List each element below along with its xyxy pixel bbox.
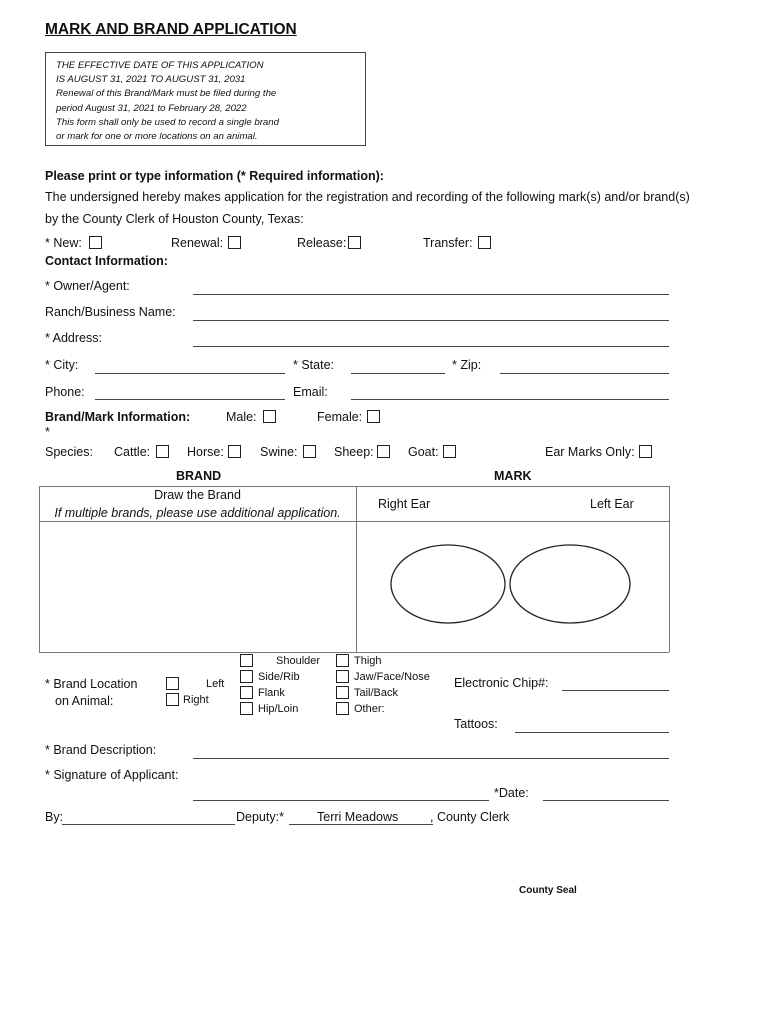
right-label: Right (183, 694, 209, 706)
left-label: Left (206, 678, 225, 690)
state-label: * State: (293, 358, 334, 372)
county-seal-label: County Seal (519, 885, 577, 896)
cattle-checkbox[interactable] (156, 445, 169, 458)
address-label: * Address: (45, 331, 102, 345)
new-checkbox[interactable] (89, 236, 102, 249)
jaw-face-nose-checkbox[interactable] (336, 670, 349, 683)
goat-label: Goat: (408, 445, 439, 459)
notice-line: Renewal of this Brand/Mark must be filed during the (56, 88, 277, 100)
city-label: * City: (45, 358, 79, 372)
county-clerk-label: , County Clerk (430, 810, 510, 824)
tattoos-field[interactable] (515, 732, 669, 733)
female-label: Female: (317, 410, 363, 424)
right-checkbox[interactable] (166, 693, 179, 706)
hip-loin-checkbox[interactable] (240, 702, 253, 715)
male-checkbox[interactable] (263, 410, 276, 423)
brand-header: BRAND (176, 469, 222, 483)
notice-line: period August 31, 2021 to February 28, 2022 (56, 102, 247, 114)
ear-diagram[interactable] (390, 540, 640, 630)
ear-marks-only-checkbox[interactable] (639, 445, 652, 458)
state-field[interactable] (351, 373, 445, 374)
electronic-chip-label: Electronic Chip#: (454, 676, 549, 690)
date-label: *Date: (494, 786, 529, 800)
left-ear-label: Left Ear (590, 497, 634, 511)
notice-line: or mark for one or more locations on an animal. (56, 131, 258, 143)
cattle-label: Cattle: (114, 445, 151, 459)
owner-label: * Owner/Agent: (45, 279, 130, 293)
form-title: MARK AND BRAND APPLICATION (45, 21, 297, 38)
sheep-label: Sheep: (334, 445, 374, 459)
instructions-text: by the County Clerk of Houston County, Texas: (45, 212, 304, 226)
other-label: Other: (354, 703, 385, 715)
ranch-label: Ranch/Business Name: (45, 305, 176, 319)
signature-field[interactable] (193, 800, 489, 801)
brand-description-field[interactable] (193, 758, 669, 759)
notice-line: IS AUGUST 31, 2021 TO AUGUST 31, 2031 (56, 74, 246, 86)
ranch-field[interactable] (193, 320, 669, 321)
instructions-heading: Please print or type information (* Required information): (45, 169, 384, 183)
shoulder-checkbox[interactable] (240, 654, 253, 667)
swine-checkbox[interactable] (303, 445, 316, 458)
sheep-checkbox[interactable] (377, 445, 390, 458)
swine-label: Swine: (260, 445, 298, 459)
table-center-divider (356, 486, 357, 652)
by-field[interactable] (62, 824, 235, 825)
effective-date-notice (45, 52, 366, 146)
brand-info-heading: Brand/Mark Information: (45, 410, 191, 424)
renewal-checkbox[interactable] (228, 236, 241, 249)
hip-loin-label: Hip/Loin (258, 703, 299, 715)
horse-label: Horse: (187, 445, 224, 459)
brand-drawing-area[interactable] (40, 522, 355, 651)
clerk-name: Terri Meadows (317, 810, 399, 824)
by-label: By: (45, 810, 64, 824)
right-ear-label: Right Ear (378, 497, 431, 511)
notice-line: THE EFFECTIVE DATE OF THIS APPLICATION (56, 60, 264, 71)
zip-field[interactable] (500, 373, 669, 374)
date-field[interactable] (543, 800, 669, 801)
flank-label: Flank (258, 687, 285, 699)
signature-label: * Signature of Applicant: (45, 768, 179, 782)
brand-location-label: on Animal: (55, 694, 114, 708)
email-field[interactable] (351, 399, 669, 400)
contact-heading: Contact Information: (45, 254, 168, 268)
transfer-label: Transfer: (423, 236, 473, 250)
flank-checkbox[interactable] (240, 686, 253, 699)
left-ear-ellipse (510, 545, 630, 623)
phone-field[interactable] (95, 399, 285, 400)
side-rib-checkbox[interactable] (240, 670, 253, 683)
left-checkbox[interactable] (166, 677, 179, 690)
brand-location-label: * Brand Location (45, 677, 138, 691)
deputy-label: Deputy:* (236, 810, 284, 824)
required-asterisk: * (45, 425, 50, 439)
notice-line: This form shall only be used to record a single brand (56, 116, 279, 128)
side-rib-label: Side/Rib (258, 671, 300, 683)
species-label: Species: (45, 445, 93, 459)
renewal-label: Renewal: (171, 236, 224, 250)
address-field[interactable] (193, 346, 669, 347)
electronic-chip-field[interactable] (562, 690, 669, 691)
zip-label: * Zip: (452, 358, 482, 372)
multiple-brands-note: If multiple brands, please use additional application. (54, 506, 341, 520)
release-checkbox[interactable] (348, 236, 361, 249)
table-top-border (39, 486, 669, 487)
mark-header: MARK (494, 469, 532, 483)
transfer-checkbox[interactable] (478, 236, 491, 249)
release-label: Release: (297, 236, 347, 250)
deputy-field[interactable] (289, 824, 433, 825)
other-checkbox[interactable] (336, 702, 349, 715)
right-ear-ellipse (391, 545, 505, 623)
new-label: * New: (45, 236, 82, 250)
instructions-text: The undersigned hereby makes application for the registration and recording of the following mark(s) and/or brand(s) (45, 190, 690, 204)
thigh-label: Thigh (354, 655, 382, 667)
tail-back-checkbox[interactable] (336, 686, 349, 699)
goat-checkbox[interactable] (443, 445, 456, 458)
city-field[interactable] (95, 373, 285, 374)
ear-marks-only-label: Ear Marks Only: (545, 445, 635, 459)
brand-description-label: * Brand Description: (45, 743, 157, 757)
email-label: Email: (293, 385, 328, 399)
phone-label: Phone: (45, 385, 85, 399)
thigh-checkbox[interactable] (336, 654, 349, 667)
tail-back-label: Tail/Back (354, 687, 399, 699)
jaw-face-nose-label: Jaw/Face/Nose (354, 671, 430, 683)
female-checkbox[interactable] (367, 410, 380, 423)
owner-field[interactable] (193, 294, 669, 295)
horse-checkbox[interactable] (228, 445, 241, 458)
draw-brand-label: Draw the Brand (154, 488, 241, 502)
tattoos-label: Tattoos: (454, 717, 498, 731)
table-right-border (669, 486, 670, 652)
male-label: Male: (226, 410, 257, 424)
shoulder-label: Shoulder (276, 655, 321, 667)
table-bottom-border (39, 652, 669, 653)
